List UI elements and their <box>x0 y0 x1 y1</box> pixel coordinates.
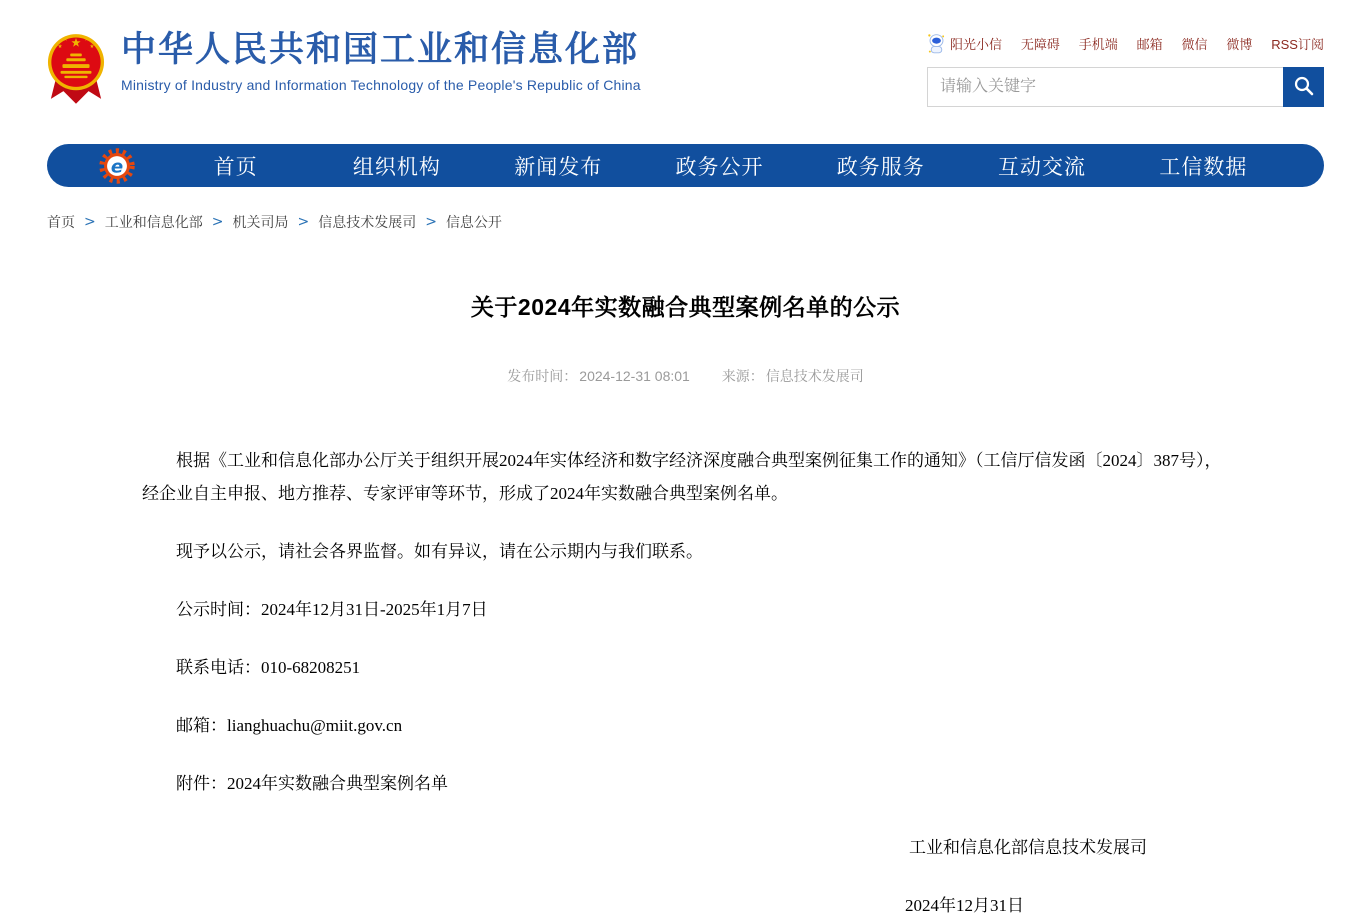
attachment-link[interactable]: 2024年实数融合典型案例名单 <box>227 774 448 793</box>
source-label: 来源： <box>721 368 764 384</box>
article-meta <box>142 366 1229 386</box>
breadcrumb-it-development-dept[interactable]: 信息技术发展司 <box>318 214 417 230</box>
nav-item-home[interactable]: 首页 <box>213 155 258 179</box>
breadcrumb-separator: > <box>297 214 310 230</box>
utility-links <box>927 32 1324 54</box>
utility-link-accessibility[interactable]: 无障碍 <box>1020 36 1060 52</box>
paragraph-public-period: 公示时间：2024年12月31日-2025年1月7日 <box>176 600 488 619</box>
nav-item-miit-data[interactable]: 工信数据 <box>1159 155 1248 179</box>
utility-link-wechat[interactable]: 微信 <box>1181 36 1208 52</box>
article <box>142 289 1229 922</box>
utility-link-label: 阳光小信 <box>950 36 1003 52</box>
breadcrumb-separator: > <box>84 214 96 230</box>
breadcrumb-info-disclosure[interactable]: 信息公开 <box>445 214 502 230</box>
utility-link-mobile[interactable]: 手机端 <box>1078 36 1118 52</box>
national-emblem-icon <box>47 28 105 106</box>
source-value: 信息技术发展司 <box>765 368 864 384</box>
breadcrumb-home[interactable]: 首页 <box>47 214 75 230</box>
utility-link-rss[interactable]: RSS订阅 <box>1271 36 1324 52</box>
paragraph-basis: 根据《工业和信息化部办公厅关于组织开展2024年实体经济和数字经济深度融合典型案例征集工作的通知》（工信厅信发函〔2024〕387号），经企业自主申报、地方推荐、专家评审等环节，形成了2024年实数融合典型案例名单。 <box>142 451 1222 503</box>
utility-link-mail[interactable]: 邮箱 <box>1136 36 1163 52</box>
search-icon <box>1293 75 1315 100</box>
robot-mascot-icon <box>927 33 946 54</box>
nav-item-gov-disclosure[interactable]: 政务公开 <box>675 155 764 179</box>
utility-link-sunshine-assistant[interactable] <box>927 33 1002 54</box>
paragraph-email: 邮箱：lianghuachu@miit.gov.cn <box>176 716 403 735</box>
breadcrumb-separator: > <box>211 214 224 230</box>
breadcrumb-miit[interactable]: 工业和信息化部 <box>104 214 203 230</box>
nav-item-news[interactable]: 新闻发布 <box>514 155 603 179</box>
paragraph-announcement: 现予以公示，请社会各界监督。如有异议，请在公示期内与我们联系。 <box>176 542 703 561</box>
main-navigation <box>0 144 1371 187</box>
search-button[interactable] <box>1283 67 1324 107</box>
nav-item-organization[interactable]: 组织机构 <box>352 155 441 179</box>
signature-department: 工业和信息化部信息技术发展司 <box>909 838 1147 857</box>
search-input[interactable] <box>927 67 1283 107</box>
article-title: 关于2024年实数融合典型案例名单的公示 <box>470 294 901 320</box>
attachment-label: 附件： <box>176 774 227 793</box>
attachment-line <box>142 767 1229 800</box>
search-box <box>927 67 1324 107</box>
site-title: 中华人民共和国工业和信息化部 <box>121 30 640 69</box>
breadcrumb <box>47 212 1324 232</box>
site-logo-link[interactable] <box>47 28 641 106</box>
publish-time-label: 发布时间： <box>507 368 578 384</box>
breadcrumb-separator: > <box>425 214 437 230</box>
utility-link-weibo[interactable]: 微博 <box>1226 36 1253 52</box>
header-right <box>927 28 1324 107</box>
nav-bar <box>47 144 1324 187</box>
signature-date: 2024年12月31日 <box>905 896 1024 915</box>
publish-time-value: 2024-12-31 08:01 <box>579 368 690 384</box>
miit-gear-logo-icon[interactable] <box>97 146 137 186</box>
breadcrumb-departments[interactable]: 机关司局 <box>232 214 289 230</box>
nav-item-gov-services[interactable]: 政务服务 <box>836 155 925 179</box>
site-header <box>0 0 1371 107</box>
paragraph-contact-phone: 联系电话：010-68208251 <box>176 658 361 677</box>
article-body <box>142 444 1229 922</box>
site-subtitle: Ministry of Industry and Information Technology of the People's Republic of China <box>121 77 641 93</box>
svg-text:e: e <box>110 155 124 177</box>
nav-item-interaction[interactable]: 互动交流 <box>998 155 1087 179</box>
